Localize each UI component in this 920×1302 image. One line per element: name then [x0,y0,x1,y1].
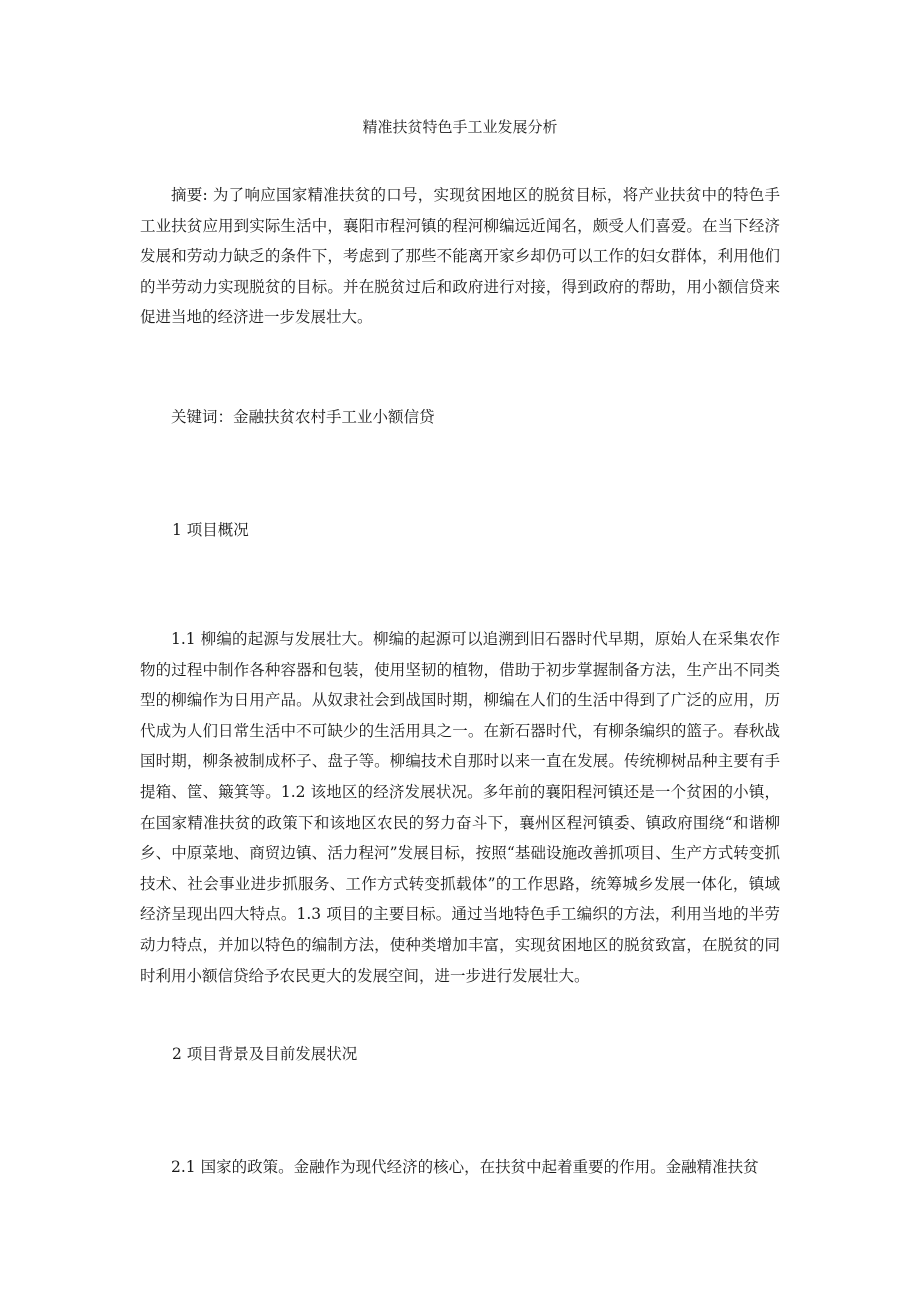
section-2-body: 2.1 国家的政策。金融作为现代经济的核心，在扶贫中起着重要的作用。金融精准扶贫 [171,1158,759,1176]
abstract-paragraph: 摘要: 为了响应国家精准扶贫的口号，实现贫困地区的脱贫目标，将产业扶贫中的特色手工业扶贫应用到实际生活中，襄阳市程河镇的程河柳编远近闻名，颇受人们喜爱。在当下经济发展和劳动力缺乏的条件下，考虑到了那些不能离开家乡却仍可以工作的妇女群体，利用他们的半劳动力实现脱贫的目标。并在脱贫过后和政府进行对接，得到政府的帮助，用小额信贷来促进当地的经济进一步发展壮大。 [140,186,780,327]
keywords-line: 关键词：金融扶贫农村手工业小额信贷 [171,408,435,426]
section-1-body: 1.1 柳编的起源与发展壮大。柳编的起源可以追溯到旧石器时代早期，原始人在采集农作物的过程中制作各种容器和包装，使用坚韧的植物，借助于初步掌握制备方法，生产出不同类型的柳编作为日用产品。从奴隶社会到战国时期，柳编在人们的生活中得到了广泛的应用，历代成为人们日常生活中不可缺少的生活用具之一。在新石器时代，有柳条编织的篮子。春秋战国时期，柳条被制成杯子、盘子等。柳编技术自那时以来一直在发展。传统柳树品种主要有手提箱、筐、簸箕等。1.2 该地区的经济发展状况。多年前的襄阳程河镇还是一个贫困的小镇，在国家精准扶贫的政策下和该地区农民的努力奋斗下，襄州区程河镇委、镇政府围绕“和谐柳乡、中原菜地、商贸边镇、活力程河”发展目标，按照“基础设施改善抓项目、生产方式转变抓技术、社会事业进步抓服务、工作方式转变抓载体”的工作思路，统筹城乡发展一体化，镇域经济呈现出四大特点。1.3 项目的主要目标。通过当地特色手工编织的方法，利用当地的半劳动力特点，并加以特色的编制方法，使种类增加丰富，实现贫困地区的脱贫致富，在脱贫的同时利用小额信贷给予农民更大的发展空间，进一步进行发展壮大。 [140,630,780,985]
section-1-heading: 1 项目概况 [172,521,249,539]
section-2-heading: 2 项目背景及目前发展状况 [172,1045,358,1063]
document-title: 精准扶贫特色手工业发展分析 [362,118,558,136]
